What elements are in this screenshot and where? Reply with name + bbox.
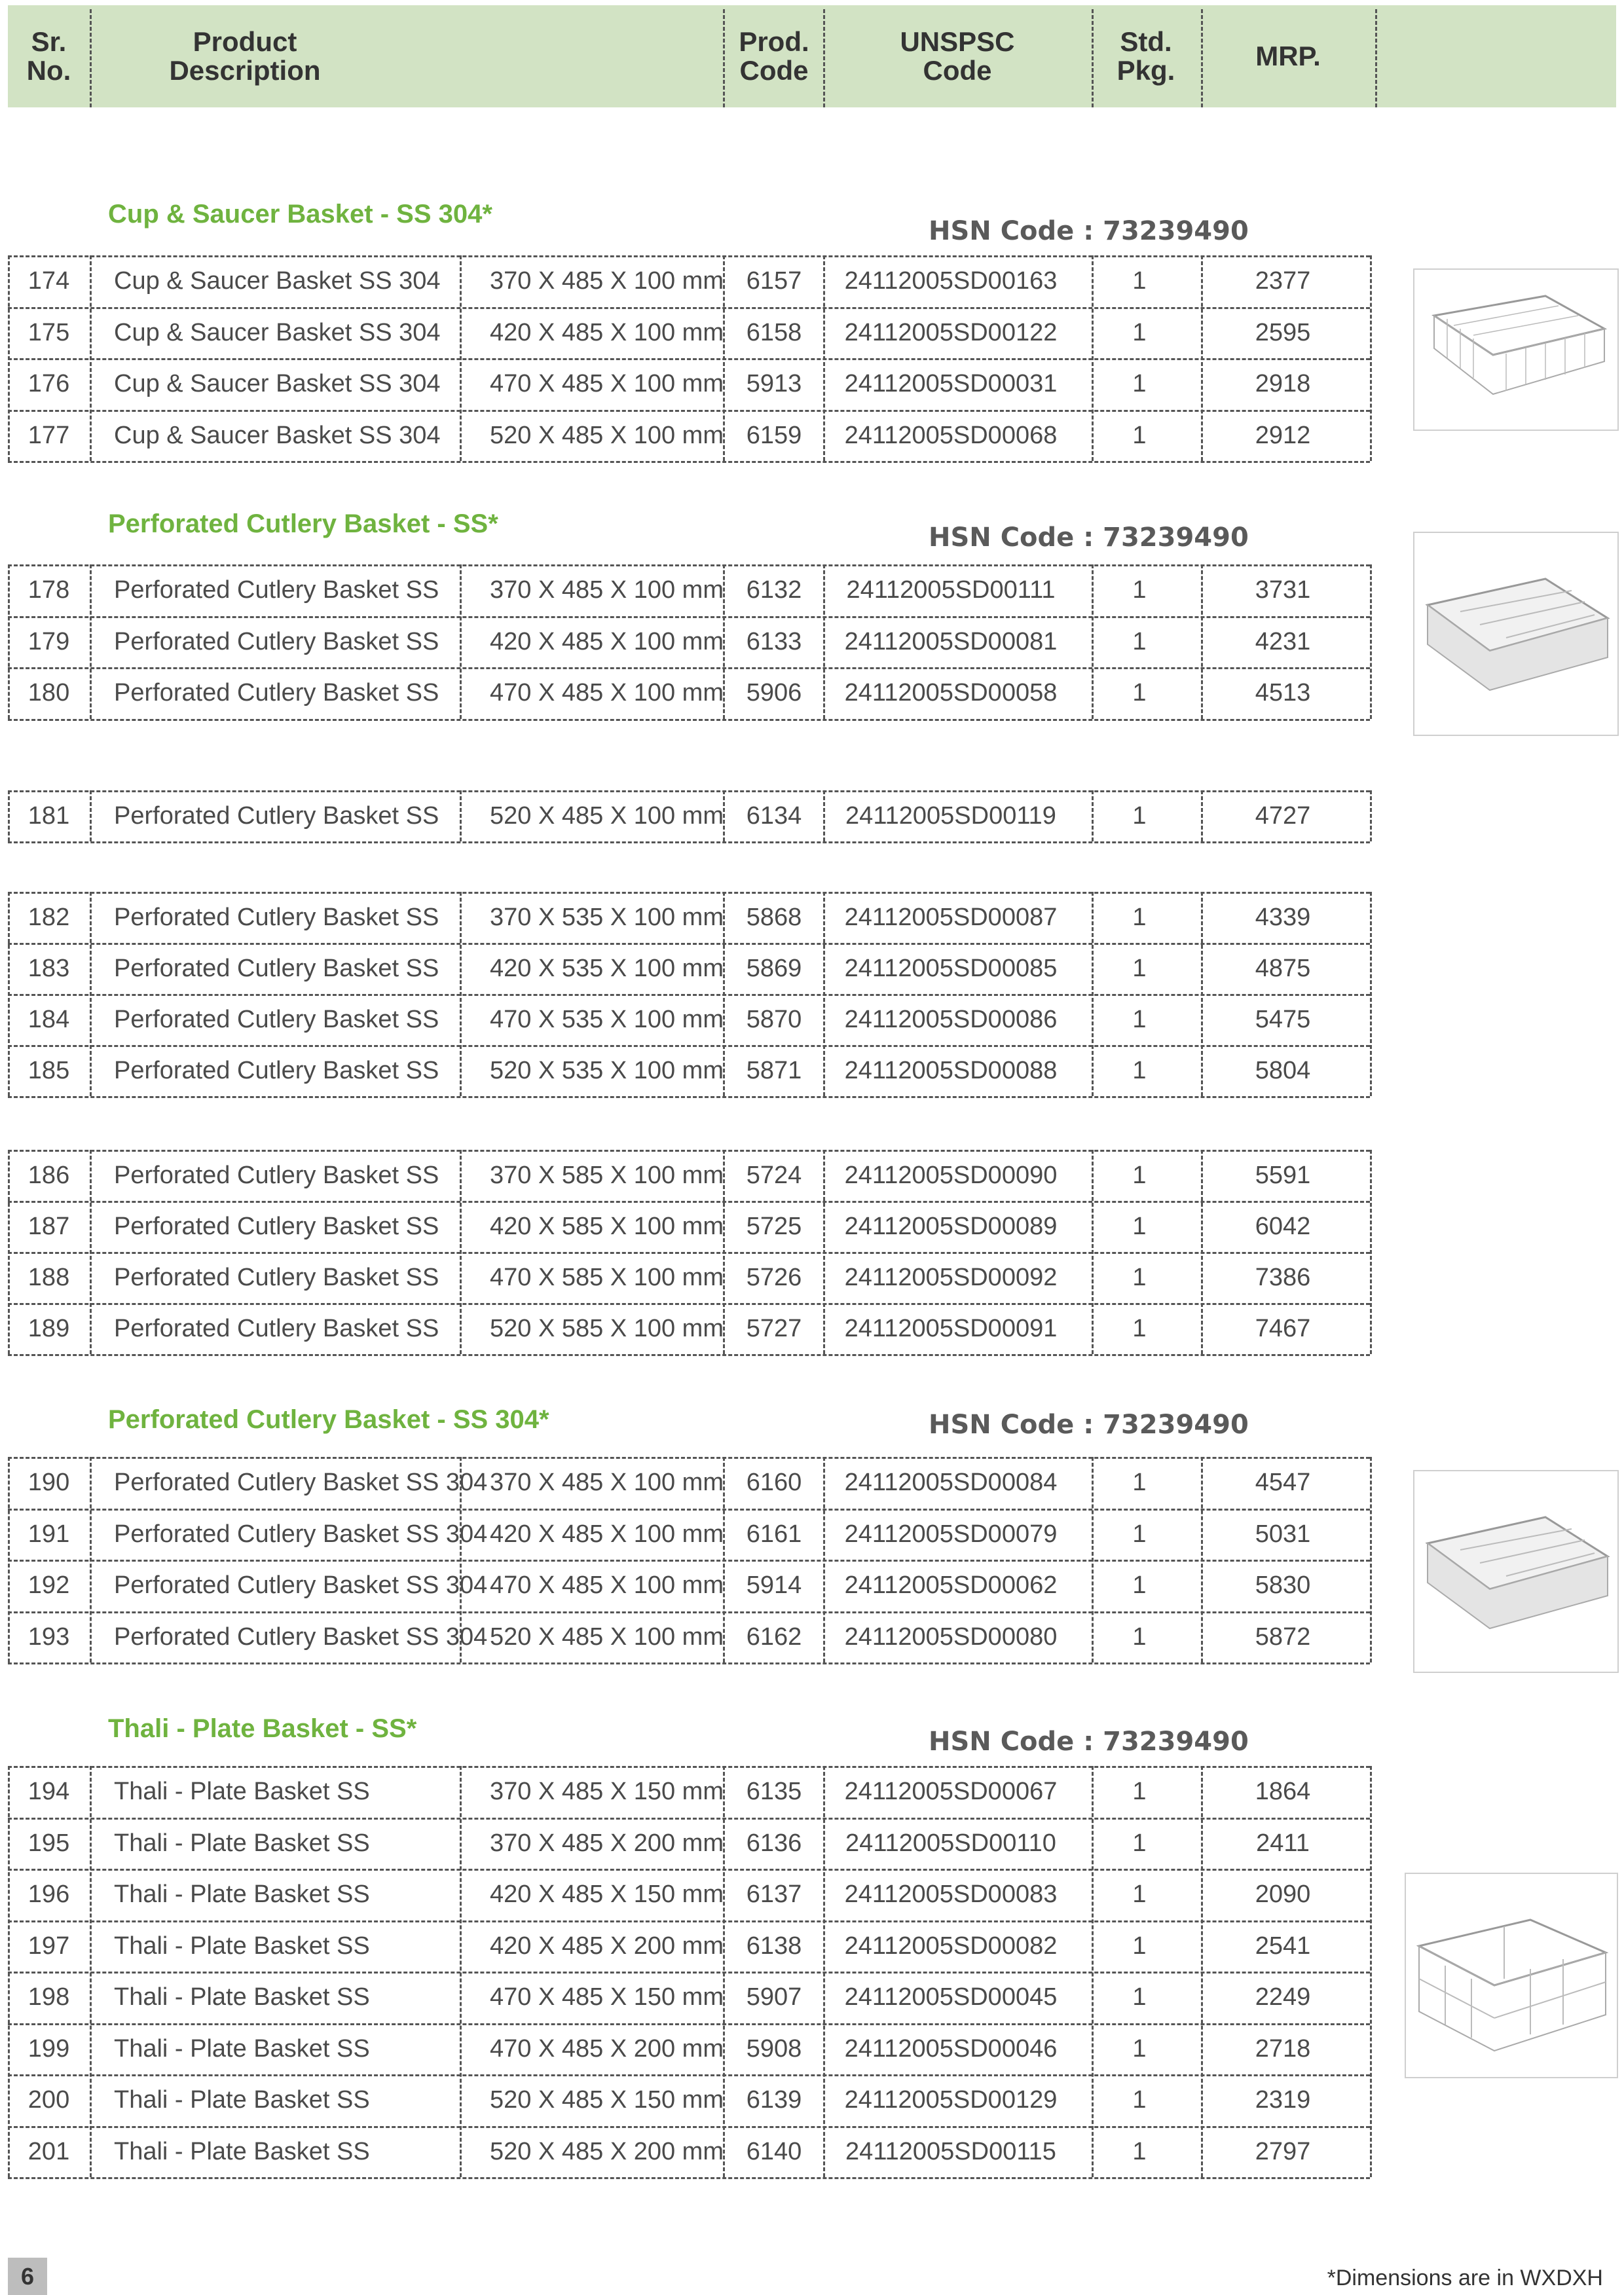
unspsc-code-cell: 24112005SD00031 (844, 370, 1058, 397)
std-pkg-cell: 1 (1132, 1983, 1147, 2011)
std-pkg-cell: 1 (1132, 1162, 1147, 1189)
prod-code-cell: 6162 (746, 1623, 802, 1651)
dimensions-cell: 370 X 485 X 100 mm (490, 576, 724, 604)
hsn-code: HSN Code : 73239490 (929, 216, 1249, 246)
unspsc-code-cell: 24112005SD00122 (844, 319, 1058, 346)
unspsc-code-cell: 24112005SD00068 (844, 422, 1058, 449)
dimensions-cell: 470 X 485 X 100 mm (490, 1571, 724, 1599)
description-cell: Thali - Plate Basket SS (114, 2138, 370, 2165)
hsn-code: HSN Code : 73239490 (929, 523, 1249, 553)
row-divider (8, 719, 1370, 721)
description-cell: Perforated Cutlery Basket SS 304 (114, 1571, 488, 1599)
prod-code-cell: 5727 (746, 1315, 802, 1342)
description-cell: Thali - Plate Basket SS (114, 2086, 370, 2114)
sr-no-cell: 192 (28, 1571, 70, 1599)
prod-code-cell: 5871 (746, 1057, 802, 1084)
dimensions-cell: 470 X 485 X 150 mm (490, 1983, 724, 2011)
unspsc-code-cell: 24112005SD00067 (844, 1778, 1058, 1805)
header-product-description: Product Description (169, 26, 321, 86)
dimensions-cell: 420 X 485 X 150 mm (490, 1881, 724, 1908)
cup-saucer-basket-image (1413, 268, 1619, 431)
table-row (8, 307, 1370, 358)
mrp-cell: 4875 (1255, 955, 1311, 982)
unspsc-code-cell: 24112005SD00082 (844, 1932, 1058, 1960)
prod-code-cell: 5908 (746, 2035, 802, 2063)
description-cell: Perforated Cutlery Basket SS 304 (114, 1469, 488, 1496)
dimensions-cell: 370 X 485 X 200 mm (490, 1829, 724, 1857)
sr-no-cell: 194 (28, 1778, 70, 1805)
unspsc-code-cell: 24112005SD00092 (844, 1264, 1058, 1291)
unspsc-code-cell: 24112005SD00129 (844, 2086, 1058, 2114)
wire-basket-icon (1414, 270, 1617, 430)
row-divider (8, 2177, 1370, 2179)
std-pkg-cell: 1 (1132, 1057, 1147, 1084)
prod-code-cell: 6134 (746, 802, 802, 830)
mrp-cell: 5830 (1255, 1571, 1311, 1599)
prod-code-cell: 5914 (746, 1571, 802, 1599)
std-pkg-cell: 1 (1132, 1571, 1147, 1599)
description-cell: Perforated Cutlery Basket SS 304 (114, 1623, 488, 1651)
mrp-cell: 5591 (1255, 1162, 1311, 1189)
table-row (8, 2074, 1370, 2125)
table-row (8, 564, 1370, 615)
unspsc-code-cell: 24112005SD00086 (844, 1006, 1058, 1033)
table-row (8, 358, 1370, 409)
prod-code-cell: 6137 (746, 1881, 802, 1908)
description-cell: Cup & Saucer Basket SS 304 (114, 267, 441, 295)
std-pkg-cell: 1 (1132, 319, 1147, 346)
sr-no-cell: 195 (28, 1829, 70, 1857)
prod-code-cell: 6135 (746, 1778, 802, 1805)
std-pkg-cell: 1 (1132, 802, 1147, 830)
mrp-cell: 2319 (1255, 2086, 1311, 2114)
unspsc-code-cell: 24112005SD00083 (844, 1881, 1058, 1908)
row-divider (8, 841, 1370, 843)
unspsc-code-cell: 24112005SD00079 (844, 1520, 1058, 1548)
description-cell: Perforated Cutlery Basket SS (114, 1264, 439, 1291)
unspsc-code-cell: 24112005SD00046 (844, 2035, 1058, 2063)
prod-code-cell: 6138 (746, 1932, 802, 1960)
mrp-cell: 2912 (1255, 422, 1311, 449)
table-row (8, 1045, 1370, 1096)
header-divider (1375, 9, 1377, 107)
hsn-code: HSN Code : 73239490 (929, 1410, 1249, 1440)
prod-code-cell: 6157 (746, 267, 802, 295)
table-row (8, 1920, 1370, 1972)
unspsc-code-cell: 24112005SD00081 (844, 628, 1058, 655)
prod-code-cell: 6158 (746, 319, 802, 346)
table-row (8, 1201, 1370, 1252)
table-row (8, 1252, 1370, 1303)
sr-no-cell: 181 (28, 802, 70, 830)
dimensions-cell: 520 X 535 X 100 mm (490, 1057, 724, 1084)
mrp-cell: 1864 (1255, 1778, 1311, 1805)
prod-code-cell: 5907 (746, 1983, 802, 2011)
sr-no-cell: 186 (28, 1162, 70, 1189)
description-cell: Perforated Cutlery Basket SS (114, 955, 439, 982)
sr-no-cell: 191 (28, 1520, 70, 1548)
dimensions-cell: 420 X 485 X 100 mm (490, 1520, 724, 1548)
table-row (8, 790, 1370, 841)
sr-no-cell: 188 (28, 1264, 70, 1291)
section-title: Cup & Saucer Basket - SS 304* (108, 200, 492, 229)
sr-no-cell: 197 (28, 1932, 70, 1960)
sr-no-cell: 199 (28, 2035, 70, 2063)
std-pkg-cell: 1 (1132, 1315, 1147, 1342)
dimensions-cell: 420 X 485 X 200 mm (490, 1932, 724, 1960)
dimensions-cell: 520 X 485 X 100 mm (490, 422, 724, 449)
description-cell: Cup & Saucer Basket SS 304 (114, 422, 441, 449)
std-pkg-cell: 1 (1132, 576, 1147, 604)
mrp-cell: 7386 (1255, 1264, 1311, 1291)
dimensions-cell: 370 X 485 X 100 mm (490, 1469, 724, 1496)
dimensions-cell: 470 X 535 X 100 mm (490, 1006, 724, 1033)
std-pkg-cell: 1 (1132, 2138, 1147, 2165)
description-cell: Thali - Plate Basket SS (114, 1983, 370, 2011)
prod-code-cell: 5724 (746, 1162, 802, 1189)
row-divider (8, 1096, 1370, 1098)
std-pkg-cell: 1 (1132, 955, 1147, 982)
std-pkg-cell: 1 (1132, 1264, 1147, 1291)
table-row (8, 1869, 1370, 1920)
column-divider (1370, 1150, 1372, 1354)
dimensions-cell: 370 X 485 X 100 mm (490, 267, 724, 295)
sr-no-cell: 174 (28, 267, 70, 295)
std-pkg-cell: 1 (1132, 1881, 1147, 1908)
dimensions-cell: 470 X 485 X 200 mm (490, 2035, 724, 2063)
mrp-cell: 5031 (1255, 1520, 1311, 1548)
prod-code-cell: 6139 (746, 2086, 802, 2114)
description-cell: Thali - Plate Basket SS (114, 1778, 370, 1805)
prod-code-cell: 6160 (746, 1469, 802, 1496)
std-pkg-cell: 1 (1132, 370, 1147, 397)
row-divider (8, 1662, 1370, 1664)
plate-basket-icon (1406, 1874, 1617, 2077)
table-row (8, 994, 1370, 1045)
std-pkg-cell: 1 (1132, 628, 1147, 655)
perforated-cutlery-basket-image (1413, 532, 1619, 736)
mrp-cell: 2918 (1255, 370, 1311, 397)
table-row (8, 667, 1370, 718)
hsn-code: HSN Code : 73239490 (929, 1727, 1249, 1757)
description-cell: Perforated Cutlery Basket SS 304 (114, 1520, 488, 1548)
thali-plate-basket-image (1405, 1873, 1618, 2078)
description-cell: Perforated Cutlery Basket SS (114, 1006, 439, 1033)
prod-code-cell: 6159 (746, 422, 802, 449)
sr-no-cell: 200 (28, 2086, 70, 2114)
sr-no-cell: 179 (28, 628, 70, 655)
sr-no-cell: 201 (28, 2138, 70, 2165)
mrp-cell: 4339 (1255, 904, 1311, 931)
sr-no-cell: 193 (28, 1623, 70, 1651)
std-pkg-cell: 1 (1132, 1520, 1147, 1548)
dimensions-cell: 470 X 485 X 100 mm (490, 679, 724, 707)
table-header (8, 5, 1616, 107)
column-divider (1370, 1766, 1372, 2177)
std-pkg-cell: 1 (1132, 2086, 1147, 2114)
table-row (8, 2023, 1370, 2074)
prod-code-cell: 6133 (746, 628, 802, 655)
table-row (8, 892, 1370, 943)
unspsc-code-cell: 24112005SD00085 (844, 955, 1058, 982)
description-cell: Perforated Cutlery Basket SS (114, 576, 439, 604)
dimensions-cell: 520 X 485 X 100 mm (490, 1623, 724, 1651)
unspsc-code-cell: 24112005SD00110 (845, 1829, 1056, 1857)
description-cell: Cup & Saucer Basket SS 304 (114, 370, 441, 397)
column-divider (1370, 255, 1372, 461)
unspsc-code-cell: 24112005SD00058 (844, 679, 1058, 707)
section-title: Perforated Cutlery Basket - SS* (108, 509, 498, 538)
description-cell: Perforated Cutlery Basket SS (114, 904, 439, 931)
unspsc-code-cell: 24112005SD00115 (845, 2138, 1056, 2165)
page-number: 6 (8, 2258, 47, 2295)
sr-no-cell: 178 (28, 576, 70, 604)
description-cell: Perforated Cutlery Basket SS (114, 1315, 439, 1342)
table-row (8, 943, 1370, 994)
std-pkg-cell: 1 (1132, 2035, 1147, 2063)
table-row (8, 255, 1370, 306)
description-cell: Cup & Saucer Basket SS 304 (114, 319, 441, 346)
description-cell: Thali - Plate Basket SS (114, 2035, 370, 2063)
dimensions-cell: 520 X 485 X 100 mm (490, 802, 724, 830)
table-row (8, 1560, 1370, 1611)
dimensions-cell: 370 X 585 X 100 mm (490, 1162, 724, 1189)
dimensions-cell: 520 X 585 X 100 mm (490, 1315, 724, 1342)
sr-no-cell: 190 (28, 1469, 70, 1496)
unspsc-code-cell: 24112005SD00089 (844, 1213, 1058, 1240)
column-divider (1370, 892, 1372, 1096)
prod-code-cell: 6161 (746, 1520, 802, 1548)
row-divider (8, 1354, 1370, 1356)
prod-code-cell: 5906 (746, 679, 802, 707)
std-pkg-cell: 1 (1132, 1213, 1147, 1240)
description-cell: Perforated Cutlery Basket SS (114, 1057, 439, 1084)
std-pkg-cell: 1 (1132, 1006, 1147, 1033)
unspsc-code-cell: 24112005SD00062 (844, 1571, 1058, 1599)
mrp-cell: 2411 (1256, 1829, 1310, 1857)
mrp-cell: 2797 (1255, 2138, 1311, 2165)
mrp-cell: 2090 (1255, 1881, 1311, 1908)
table-row (8, 1972, 1370, 2023)
sr-no-cell: 189 (28, 1315, 70, 1342)
mrp-cell: 3731 (1255, 576, 1311, 604)
sr-no-cell: 180 (28, 679, 70, 707)
dimensions-cell: 470 X 585 X 100 mm (490, 1264, 724, 1291)
mrp-cell: 2541 (1255, 1932, 1311, 1960)
std-pkg-cell: 1 (1132, 422, 1147, 449)
unspsc-code-cell: 24112005SD00084 (844, 1469, 1058, 1496)
prod-code-cell: 5725 (746, 1213, 802, 1240)
column-divider (1370, 790, 1372, 841)
mrp-cell: 4513 (1255, 679, 1311, 707)
sr-no-cell: 198 (28, 1983, 70, 2011)
dimensions-cell: 520 X 485 X 200 mm (490, 2138, 724, 2165)
table-row (8, 2126, 1370, 2177)
table-row (8, 1509, 1370, 1560)
perforated-cutlery-basket-304-image (1413, 1470, 1619, 1673)
dimensions-cell: 420 X 485 X 100 mm (490, 319, 724, 346)
unspsc-code-cell: 24112005SD00163 (844, 267, 1058, 295)
column-divider (1370, 1457, 1372, 1662)
description-cell: Perforated Cutlery Basket SS (114, 628, 439, 655)
sr-no-cell: 183 (28, 955, 70, 982)
sr-no-cell: 182 (28, 904, 70, 931)
std-pkg-cell: 1 (1132, 267, 1147, 295)
sr-no-cell: 184 (28, 1006, 70, 1033)
header-divider (90, 9, 92, 107)
dimensions-cell: 420 X 485 X 100 mm (490, 628, 724, 655)
std-pkg-cell: 1 (1132, 1778, 1147, 1805)
column-divider (1370, 564, 1372, 719)
table-row (8, 1303, 1370, 1354)
mrp-cell: 2718 (1255, 2035, 1311, 2063)
mrp-cell: 4727 (1255, 802, 1311, 830)
prod-code-cell: 6132 (746, 576, 802, 604)
description-cell: Thali - Plate Basket SS (114, 1881, 370, 1908)
cutlery-basket-icon (1414, 1471, 1617, 1672)
mrp-cell: 5475 (1255, 1006, 1311, 1033)
std-pkg-cell: 1 (1132, 904, 1147, 931)
unspsc-code-cell: 24112005SD00087 (844, 904, 1058, 931)
mrp-cell: 5804 (1255, 1057, 1311, 1084)
section-title: Thali - Plate Basket - SS* (108, 1714, 417, 1743)
dimensions-cell: 470 X 485 X 100 mm (490, 370, 724, 397)
header-sr-no: Sr. No. (26, 26, 71, 86)
header-std-pkg: Std. Pkg. (1116, 26, 1175, 86)
cutlery-basket-icon (1414, 533, 1617, 735)
sr-no-cell: 185 (28, 1057, 70, 1084)
dimensions-cell: 370 X 485 X 150 mm (490, 1778, 724, 1805)
unspsc-code-cell: 24112005SD00091 (844, 1315, 1058, 1342)
row-divider (8, 461, 1370, 463)
dimensions-cell: 420 X 585 X 100 mm (490, 1213, 724, 1240)
unspsc-code-cell: 24112005SD00045 (844, 1983, 1058, 2011)
header-divider (823, 9, 825, 107)
mrp-cell: 2595 (1255, 319, 1311, 346)
unspsc-code-cell: 24112005SD00088 (844, 1057, 1058, 1084)
std-pkg-cell: 1 (1132, 679, 1147, 707)
unspsc-code-cell: 24112005SD00119 (845, 802, 1056, 830)
description-cell: Perforated Cutlery Basket SS (114, 679, 439, 707)
mrp-cell: 4547 (1255, 1469, 1311, 1496)
table-row (8, 1818, 1370, 1869)
sr-no-cell: 175 (28, 319, 70, 346)
std-pkg-cell: 1 (1132, 1829, 1147, 1857)
description-cell: Perforated Cutlery Basket SS (114, 802, 439, 830)
prod-code-cell: 5913 (746, 370, 802, 397)
description-cell: Thali - Plate Basket SS (114, 1932, 370, 1960)
std-pkg-cell: 1 (1132, 1623, 1147, 1651)
prod-code-cell: 6140 (746, 2138, 802, 2165)
std-pkg-cell: 1 (1132, 1469, 1147, 1496)
mrp-cell: 2377 (1255, 267, 1311, 295)
mrp-cell: 5872 (1255, 1623, 1311, 1651)
mrp-cell: 6042 (1255, 1213, 1311, 1240)
std-pkg-cell: 1 (1132, 1932, 1147, 1960)
mrp-cell: 4231 (1255, 628, 1311, 655)
table-row (8, 1611, 1370, 1662)
header-prod-code: Prod. Code (739, 26, 809, 86)
prod-code-cell: 5868 (746, 904, 802, 931)
prod-code-cell: 5870 (746, 1006, 802, 1033)
table-row (8, 410, 1370, 461)
unspsc-code-cell: 24112005SD00111 (846, 576, 1056, 604)
table-row (8, 1150, 1370, 1201)
sr-no-cell: 187 (28, 1213, 70, 1240)
table-row (8, 1457, 1370, 1508)
dimensions-cell: 520 X 485 X 150 mm (490, 2086, 724, 2114)
mrp-cell: 2249 (1255, 1983, 1311, 2011)
description-cell: Thali - Plate Basket SS (114, 1829, 370, 1857)
header-mrp: MRP. (1255, 41, 1321, 71)
sr-no-cell: 177 (28, 422, 70, 449)
mrp-cell: 7467 (1255, 1315, 1311, 1342)
dimensions-cell: 370 X 535 X 100 mm (490, 904, 724, 931)
unspsc-code-cell: 24112005SD00080 (844, 1623, 1058, 1651)
description-cell: Perforated Cutlery Basket SS (114, 1162, 439, 1189)
sr-no-cell: 196 (28, 1881, 70, 1908)
table-row (8, 1766, 1370, 1817)
section-title: Perforated Cutlery Basket - SS 304* (108, 1405, 549, 1434)
dimensions-cell: 420 X 535 X 100 mm (490, 955, 724, 982)
prod-code-cell: 5726 (746, 1264, 802, 1291)
prod-code-cell: 6136 (746, 1829, 802, 1857)
sr-no-cell: 176 (28, 370, 70, 397)
header-unspsc-code: UNSPSC Code (900, 26, 1015, 86)
description-cell: Perforated Cutlery Basket SS (114, 1213, 439, 1240)
prod-code-cell: 5869 (746, 955, 802, 982)
dimensions-note: *Dimensions are in WXDXH (1327, 2266, 1603, 2290)
table-row (8, 616, 1370, 667)
unspsc-code-cell: 24112005SD00090 (844, 1162, 1058, 1189)
